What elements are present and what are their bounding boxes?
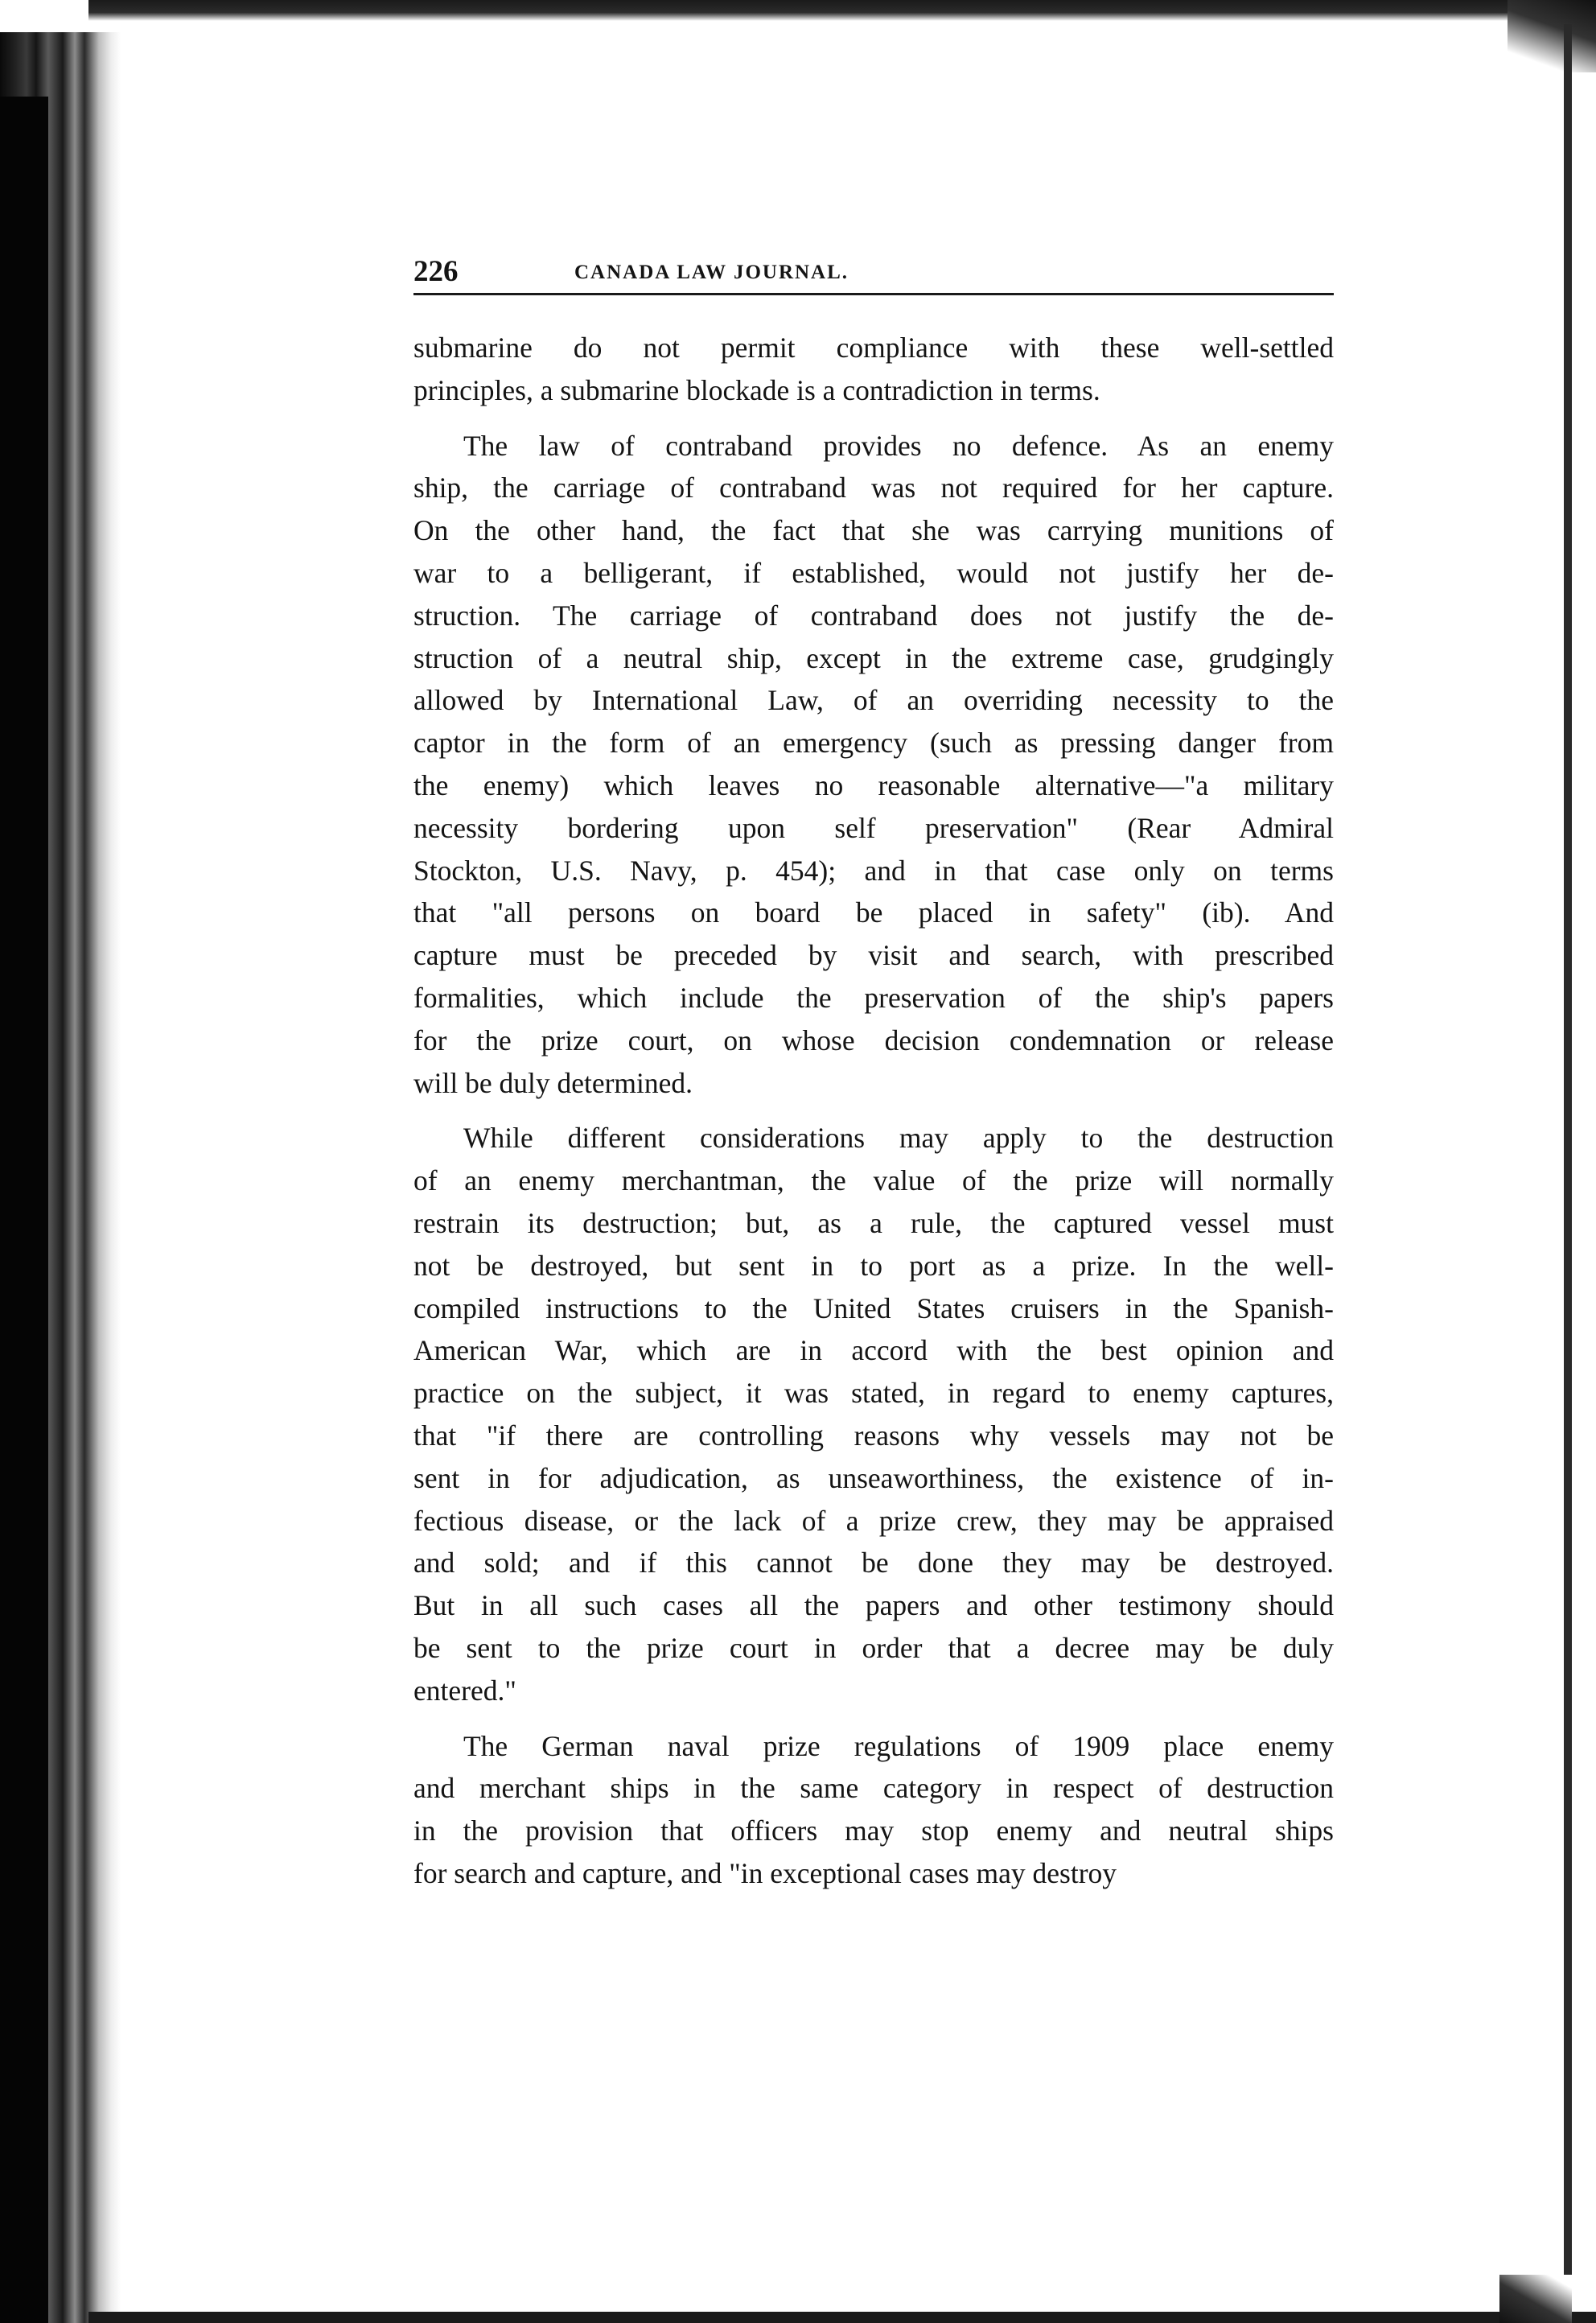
- text-line: principles, a submarine blockade is a contradiction in terms.: [413, 373, 1100, 406]
- text-line: for search and capture, and "in exceptional cases may destroy: [413, 1856, 1117, 1889]
- text-line: that "if there are controlling reasons why vessels may not be: [413, 1419, 1334, 1452]
- text-line: practice on the subject, it was stated, in regard to enemy captures,: [413, 1377, 1334, 1410]
- text-line: and merchant ships in the same category in respect of destruction: [413, 1772, 1334, 1805]
- text-line: allowed by International Law, of an overriding necessity to the: [413, 684, 1334, 717]
- text-line: of an enemy merchantman, the value of the prize will normally: [413, 1164, 1334, 1197]
- scan-bottom-edge: [88, 2312, 1596, 2323]
- book-binding-edge: [0, 97, 48, 2323]
- text-line: compiled instructions to the United States cruisers in the Spanish-: [413, 1291, 1334, 1324]
- body-text: [413, 327, 1334, 1895]
- text-line: in the provision that officers may stop enemy and neutral ships: [413, 1814, 1334, 1847]
- text-line: fectious disease, or the lack of a prize crew, they may be appraised: [413, 1504, 1334, 1537]
- scan-top-corner: [1508, 0, 1596, 72]
- paragraph: [413, 425, 1334, 1105]
- text-line: necessity bordering upon self preservation" (Rear Admiral: [413, 811, 1334, 844]
- text-line: But in all such cases all the papers and other testimony should: [413, 1589, 1334, 1622]
- text-line: On the other hand, the fact that she was carrying munitions of: [413, 514, 1334, 547]
- text-line: submarine do not permit compliance with these well-settled: [413, 332, 1334, 364]
- running-head: [413, 256, 1334, 295]
- scan-bottom-corner: [1499, 2275, 1572, 2323]
- text-line: that "all persons on board be placed in safety" (ib). And: [413, 896, 1334, 929]
- text-line: ship, the carriage of contraband was not required for her capture.: [413, 472, 1334, 505]
- text-line: The German naval prize regulations of 1909 place enemy: [463, 1729, 1334, 1762]
- text-line: formalities, which include the preservation of the ship's papers: [413, 981, 1334, 1014]
- text-line: will be duly determined.: [413, 1066, 693, 1099]
- paragraph: [413, 1725, 1334, 1895]
- scan-top-edge: [88, 0, 1596, 21]
- text-line: While different considerations may apply to the destruction: [463, 1122, 1334, 1155]
- text-line: for the prize court, on whose decision condemnation or release: [413, 1024, 1334, 1056]
- text-line: entered.": [413, 1674, 516, 1707]
- paragraph: [413, 327, 1334, 412]
- scan-right-edge: [1564, 24, 1572, 2277]
- text-line: Stockton, U.S. Navy, p. 454); and in that case only on terms: [413, 854, 1334, 887]
- text-line: captor in the form of an emergency (such as pressing danger from: [413, 727, 1334, 760]
- text-line: be sent to the prize court in order that a decree may be duly: [413, 1631, 1334, 1664]
- text-line: The law of contraband provides no defence. As an enemy: [463, 429, 1334, 462]
- text-line: not be destroyed, but sent in to port as a prize. In the well-: [413, 1249, 1334, 1282]
- paragraph: [413, 1117, 1334, 1711]
- text-line: and sold; and if this cannot be done they may be destroyed.: [413, 1547, 1334, 1580]
- text-line: struction. The carriage of contraband does not justify the de-: [413, 599, 1334, 632]
- book-page: [413, 256, 1334, 1895]
- page-number: 226: [413, 255, 459, 288]
- text-line: American War, which are in accord with the best opinion and: [413, 1334, 1334, 1367]
- text-line: struction of a neutral ship, except in the extreme case, grudgingly: [413, 641, 1334, 674]
- journal-title: CANADA LAW JOURNAL.: [574, 262, 849, 283]
- text-line: sent in for adjudication, as unseaworthiness, the existence of in-: [413, 1461, 1334, 1494]
- text-line: the enemy) which leaves no reasonable alternative—"a military: [413, 768, 1334, 801]
- text-line: capture must be preceded by visit and search, with prescribed: [413, 939, 1334, 972]
- text-line: restrain its destruction; but, as a rule, the captured vessel must: [413, 1206, 1334, 1239]
- text-line: war to a belligerant, if established, would not justify her de-: [413, 556, 1334, 589]
